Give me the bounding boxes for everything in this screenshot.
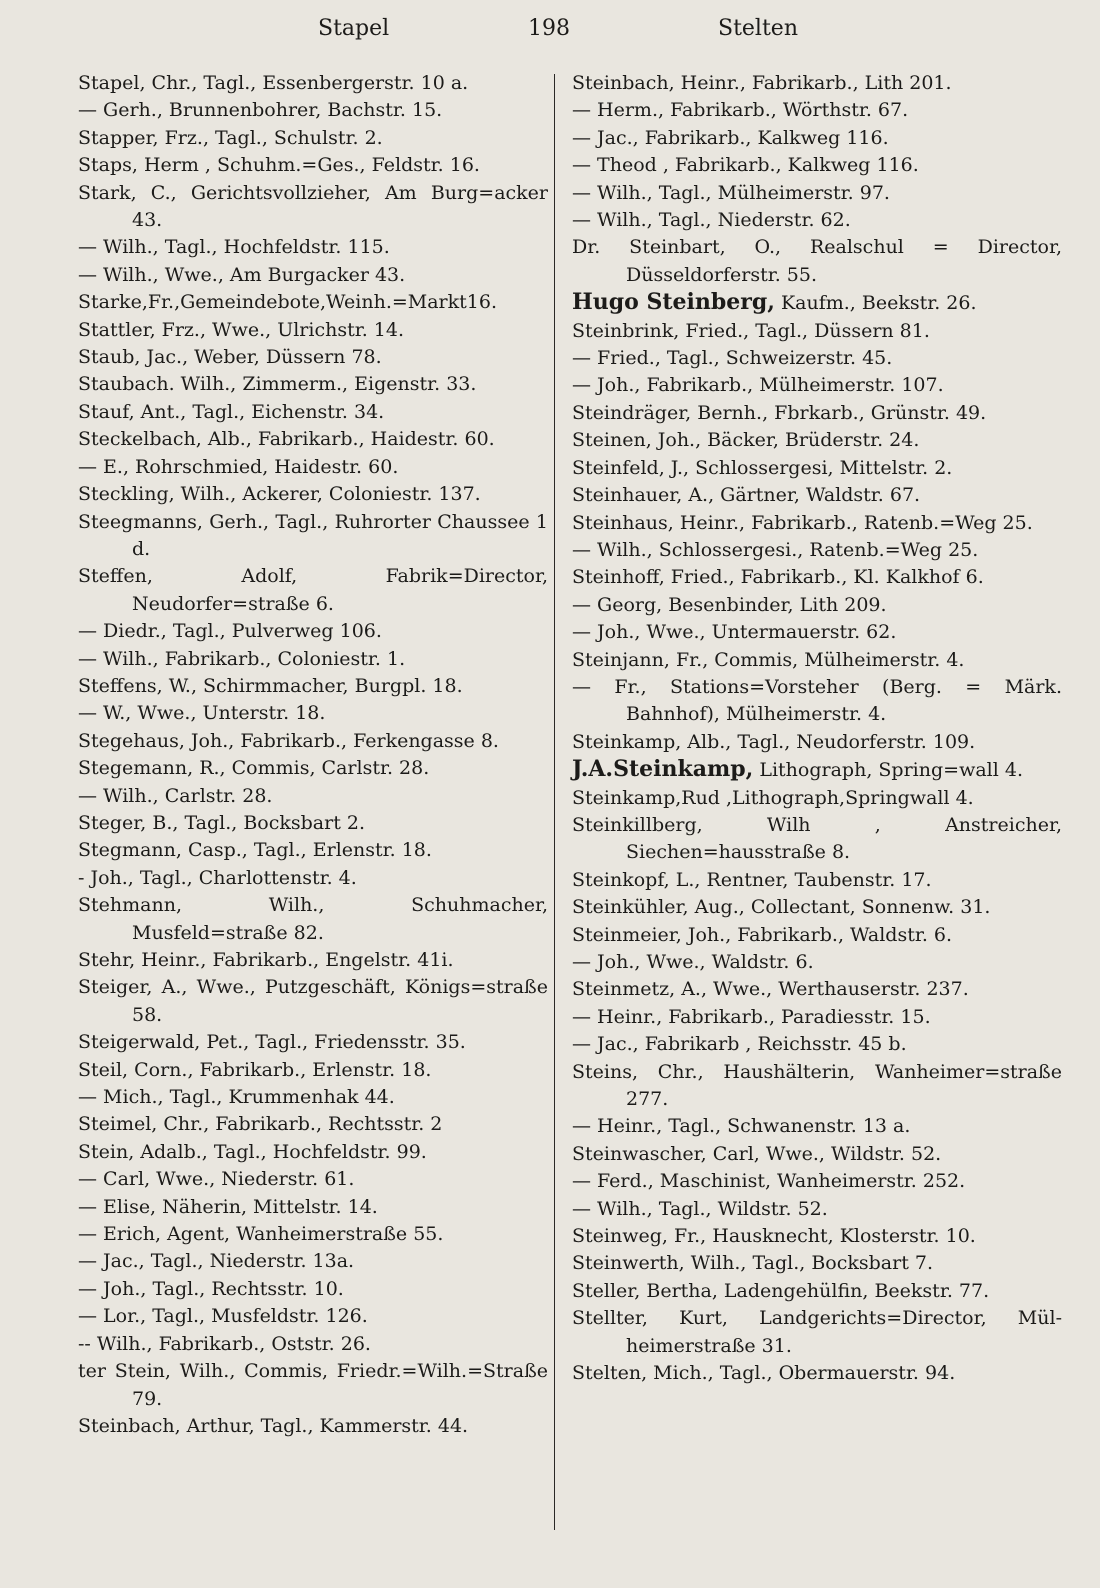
entry-text: Stein, Adalb., Tagl., Hochfeldstr. 99. [78,1140,427,1163]
directory-entry [572,867,1062,894]
bold-entry-name: J.A.Steinkamp, [572,756,754,783]
directory-entry [572,180,1062,207]
entry-text: Steil, Corn., Fabrikarb., Erlenstr. 18. [78,1058,432,1081]
directory-entry [78,1057,548,1084]
page-number: 198 [528,16,570,41]
entry-text: — Theod , Fabrikarb., Kalkweg 116. [572,154,919,177]
directory-entry [78,1221,548,1248]
entry-text: — Georg, Besenbinder, Lith 209. [572,593,887,616]
directory-entry [78,810,548,837]
directory-entry [78,646,548,673]
entry-text: Stegemann, R., Commis, Carlstr. 28. [78,757,430,780]
entry-text: Stauf, Ant., Tagl., Eichenstr. 34. [78,400,385,423]
entry-text: Steger, B., Tagl., Bocksbart 2. [78,811,366,834]
entry-text: Steinkamp,Rud ,Lithograph,Springwall 4. [572,786,974,809]
directory-entry [572,1250,1062,1277]
directory-entry [78,344,548,371]
directory-entry [572,510,1062,537]
entry-text: Steinbach, Heinr., Fabrikarb., Lith 201. [572,72,952,94]
directory-entry [78,152,548,179]
entry-text: Staub, Jac., Weber, Düssern 78. [78,346,382,369]
entry-text: Starke,Fr.,Gemeindebote,Weinh.=Markt16. [78,291,498,314]
entry-text: Steller, Bertha, Ladengehülfin, Beekstr. 77. [572,1279,990,1302]
entry-text: Steigerwald, Pet., Tagl., Friedensstr. 35. [78,1031,466,1054]
entry-text: Steckelbach, Alb., Fabrikarb., Haidestr. 60. [78,428,495,451]
left-column [78,70,548,1440]
directory-entry [572,318,1062,345]
directory-entry [78,426,548,453]
entry-text: Staps, Herm , Schuhm.=Ges., Feldstr. 16. [78,154,480,177]
entry-text: Stelten, Mich., Tagl., Obermauerstr. 94. [572,1362,956,1385]
entry-text: Steinmeier, Joh., Fabrikarb., Waldstr. 6. [572,923,953,946]
directory-entry [78,1029,548,1056]
entry-text: Steinkopf, L., Rentner, Taubenstr. 17. [572,868,932,891]
entry-text: Steiger, A., Wwe., Putzgeschäft, Königs=straße 58. [78,976,548,1026]
entry-text: Steinwascher, Carl, Wwe., Wildstr. 52. [572,1142,942,1165]
entry-text: Steinhoff, Fried., Fabrikarb., Kl. Kalkhof 6. [572,566,984,589]
entry-text: Staubach. Wilh., Zimmerm., Eigenstr. 33. [78,373,477,396]
directory-entry [572,345,1062,372]
directory-entry [572,97,1062,124]
entry-text: Steinen, Joh., Bäcker, Brüderstr. 24. [572,429,920,452]
entry-text: — Wilh., Schlossergesi., Ratenb.=Weg 25. [572,538,979,561]
directory-entry [572,400,1062,427]
entry-text: Stegehaus, Joh., Fabrikarb., Ferkengasse 8. [78,729,499,752]
directory-entry [78,1331,548,1358]
entry-text: — Joh., Wwe., Untermauerstr. 62. [572,621,897,644]
directory-entry [572,729,1062,756]
directory-entry [572,455,1062,482]
entry-text: — Ferd., Maschinist, Wanheimerstr. 252. [572,1170,966,1193]
right-column [572,70,1062,1388]
directory-entry [78,700,548,727]
directory-entry [78,1111,548,1138]
entry-text: — Wilh., Tagl., Mülheimerstr. 97. [572,181,890,204]
entry-text: — Carl, Wwe., Niederstr. 61. [78,1168,355,1191]
entry-text: Steinwerth, Wilh., Tagl., Bocksbart 7. [572,1252,934,1275]
page-header [0,6,1100,52]
entry-text: — Wilh., Tagl., Wildstr. 52. [572,1197,828,1220]
entry-text: — Wilh., Tagl., Niederstr. 62. [572,209,851,232]
directory-entry [572,125,1062,152]
entry-text: Stapper, Frz., Tagl., Schulstr. 2. [78,126,383,149]
entry-text: Steinmetz, A., Wwe., Werthauserstr. 237. [572,978,969,1001]
entry-text: Steindräger, Bernh., Fbrkarb., Grünstr. 49. [572,401,987,424]
directory-entry [572,1168,1062,1195]
directory-entry [78,618,548,645]
directory-entry [78,563,548,618]
directory-entry [572,812,1062,867]
directory-entry [572,785,1062,812]
directory-entry [572,1360,1062,1387]
entry-text: ter Stein, Wilh., Commis, Friedr.=Wilh.=Straße 79. [78,1360,548,1410]
directory-entry [572,427,1062,454]
directory-entry [572,976,1062,1003]
entry-text: — Herm., Fabrikarb., Wörthstr. 67. [572,99,909,122]
directory-entry [78,673,548,700]
directory-entry [78,262,548,289]
entry-text: — Gerh., Brunnenbohrer, Bachstr. 15. [78,99,443,122]
directory-entry [78,1084,548,1111]
directory-entry [572,949,1062,976]
entry-text: Stark, C., Gerichtsvollzieher, Am Burg=acker 43. [78,181,548,232]
entry-text: Lithograph, Spring=wall 4. [753,759,1023,782]
directory-entry [572,1223,1062,1250]
directory-entry [78,97,548,124]
directory-entry [572,564,1062,591]
directory-entry [572,289,1062,317]
entry-text: Kaufm., Beekstr. 26. [774,292,977,315]
entry-text: — Lor., Tagl., Musfeldstr. 126. [78,1305,368,1328]
entry-text: Steins, Chr., Haushälterin, Wanheimer=straße 277. [572,1060,1062,1111]
entry-text: Steckling, Wilh., Ackerer, Coloniestr. 137. [78,483,481,506]
directory-entry [78,70,548,97]
directory-entry [572,647,1062,674]
directory-entry [572,152,1062,179]
entry-text: — Fried., Tagl., Schweizerstr. 45. [572,347,893,370]
entry-text: — Mich., Tagl., Krummenhak 44. [78,1086,395,1109]
entry-text: Steinbrink, Fried., Tagl., Düssern 81. [572,319,930,342]
directory-entry [78,974,548,1029]
bold-entry-name: Hugo Steinberg, [572,289,775,316]
directory-entry [572,372,1062,399]
directory-entry [78,1303,548,1330]
directory-entry [572,207,1062,234]
directory-entry [572,756,1062,784]
directory-entry [78,1166,548,1193]
directory-entry [78,837,548,864]
entry-text: — Erich, Agent, Wanheimerstraße 55. [78,1223,444,1246]
directory-entry [78,728,548,755]
directory-entry [572,537,1062,564]
directory-entry [78,1194,548,1221]
entry-text: — Wilh., Fabrikarb., Coloniestr. 1. [78,647,406,670]
directory-entry [78,892,548,947]
directory-entry [78,180,548,235]
directory-entry [572,1059,1062,1114]
entry-text: — Heinr., Fabrikarb., Paradiesstr. 15. [572,1005,931,1028]
header-last-name: Stelten [718,16,798,41]
directory-entry [78,783,548,810]
header-first-name: Stapel [318,16,390,41]
entry-text: — Joh., Wwe., Waldstr. 6. [572,951,814,973]
entry-text: Steinkillberg, Wilh , Anstreicher, Siechen=hausstraße 8. [572,813,1062,864]
entry-text: Stapel, Chr., Tagl., Essenbergerstr. 10 a. [78,72,469,94]
column-divider [554,74,555,1530]
entry-text: Steinhauer, A., Gärtner, Waldstr. 67. [572,484,921,507]
directory-entry [78,947,548,974]
directory-entry [572,894,1062,921]
entry-text: Steimel, Chr., Fabrikarb., Rechtsstr. 2 [78,1113,443,1136]
directory-entry [572,1305,1062,1360]
entry-text: Steffen, Adolf, Fabrik=Director, Neudorfer=straße 6. [78,565,548,615]
entry-text: — W., Wwe., Unterstr. 18. [78,702,326,725]
directory-entry [78,1413,548,1440]
entry-text: Steinweg, Fr., Hausknecht, Klosterstr. 10. [572,1225,976,1248]
directory-entry [572,482,1062,509]
entry-text: Steinkamp, Alb., Tagl., Neudorferstr. 109. [572,730,976,753]
directory-entry [572,1278,1062,1305]
entry-text: — Wilh., Carlstr. 28. [78,784,273,807]
directory-entry [78,317,548,344]
entry-text: Steinbach, Arthur, Tagl., Kammerstr. 44. [78,1414,469,1437]
directory-entry [572,619,1062,646]
directory-entry [572,234,1062,289]
entry-text: Steinjann, Fr., Commis, Mülheimerstr. 4. [572,648,965,671]
directory-entry [78,1248,548,1275]
entry-text: Dr. Steinbart, O., Realschul = Director, Düsseldorferstr. 55. [572,236,1062,286]
directory-entry [572,1196,1062,1223]
entry-text: Steffens, W., Schirmmacher, Burgpl. 18. [78,674,463,697]
entry-text: — Elise, Näherin, Mittelstr. 14. [78,1195,378,1218]
directory-entry [78,371,548,398]
directory-entry [78,481,548,508]
directory-entry [78,755,548,782]
entry-text: — Jac., Fabrikarb , Reichsstr. 45 b. [572,1033,907,1056]
directory-entry [572,922,1062,949]
entry-text: Stellter, Kurt, Landgerichts=Director, Mül-heimerstraße 31. [572,1307,1062,1357]
entry-text: — Joh., Fabrikarb., Mülheimerstr. 107. [572,374,944,397]
entry-text: Steinfeld, J., Schlossergesi, Mittelstr. 2. [572,456,953,479]
directory-entry [78,509,548,564]
directory-entry [78,1139,548,1166]
directory-entry [572,70,1062,97]
entry-text: Stegmann, Casp., Tagl., Erlenstr. 18. [78,839,432,862]
directory-entry [78,125,548,152]
directory-entry [78,1358,548,1413]
directory-entry [78,865,548,892]
entry-text: — Heinr., Tagl., Schwanenstr. 13 a. [572,1115,911,1138]
entry-text: — Joh., Tagl., Rechtsstr. 10. [78,1277,344,1300]
directory-entry [572,674,1062,729]
directory-entry [572,1031,1062,1058]
directory-entry [572,1141,1062,1168]
entry-text: -- Wilh., Fabrikarb., Oststr. 26. [78,1332,371,1355]
entry-text: — Wilh., Wwe., Am Burgacker 43. [78,263,406,286]
entry-text: Steinkühler, Aug., Collectant, Sonnenw. 31. [572,896,991,919]
directory-entry [572,1004,1062,1031]
entry-text: - Joh., Tagl., Charlottenstr. 4. [78,866,357,889]
entry-text: — Diedr., Tagl., Pulverweg 106. [78,620,382,643]
directory-entry [572,592,1062,619]
directory-entry [78,399,548,426]
entry-text: — Wilh., Tagl., Hochfeldstr. 115. [78,236,390,259]
directory-entry [78,1276,548,1303]
directory-entry [78,289,548,316]
directory-entry [78,454,548,481]
entry-text: — Jac., Fabrikarb., Kalkweg 116. [572,126,889,149]
entry-text: — Jac., Tagl., Niederstr. 13a. [78,1250,355,1273]
entry-text: — Fr., Stations=Vorsteher (Berg. = Märk. Bahnhof), Mülheimerstr. 4. [572,675,1062,726]
entry-text: Steinhaus, Heinr., Fabrikarb., Ratenb.=Weg 25. [572,511,1033,534]
entry-text: Stehmann, Wilh., Schuhmacher, Musfeld=straße 82. [78,894,548,944]
entry-text: Stattler, Frz., Wwe., Ulrichstr. 14. [78,318,404,341]
entry-text: Stehr, Heinr., Fabrikarb., Engelstr. 41i. [78,949,454,971]
entry-text: — E., Rohrschmied, Haidestr. 60. [78,455,399,478]
directory-entry [78,234,548,261]
entry-text: Steegmanns, Gerh., Tagl., Ruhrorter Chaussee 1 d. [78,510,548,560]
directory-entry [572,1113,1062,1140]
